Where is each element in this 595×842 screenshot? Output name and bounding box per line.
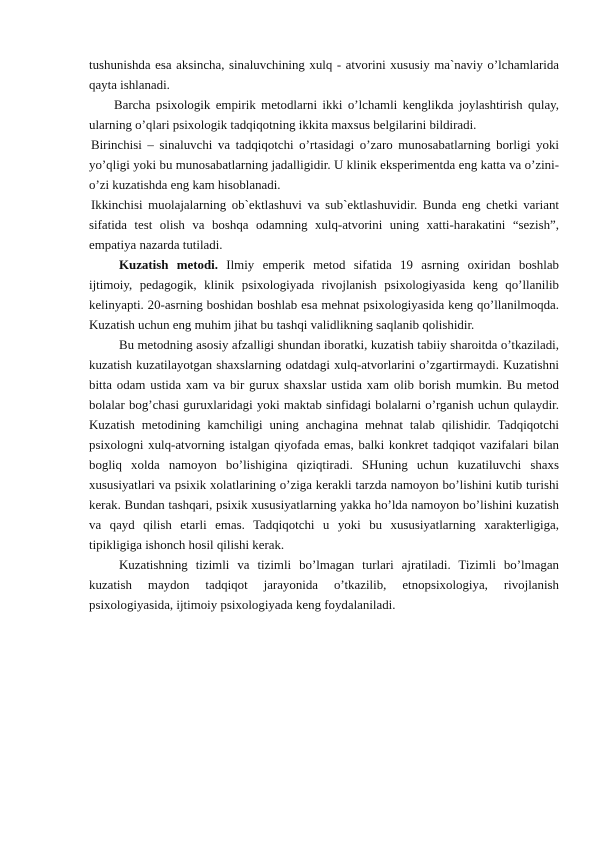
paragraph-4: Ikkinchisi muolajalarning ob`ektlashuvi va sub`ektlashuvidir. Bunda eng chetki variant sifatida test olish va boshqa odamning xulq-atvorini uning xatti-harakatini “sezish”, empatiya nazarda tutiladi. xyxy=(89,198,559,252)
paragraph-7: Kuzatishning tizimli va tizimli bo’lmagan turlari ajratiladi. Tizimli bo’lmagan kuzatish maydon tadqiqot jarayonida o’tkazilib, etnopsixologiya, rivojlanish psixologiyasida, ijtimoiy psixologiyada keng foydalaniladi. xyxy=(89,558,559,612)
section-heading-kuzatish-metodi: Kuzatish metodi. xyxy=(119,258,218,272)
paragraph-5-body: Ilmiy emperik metod sifatida 19 asrning oxiridan boshlab ijtimoiy, pedagogik, klinik psixologiyada rivojlanish psixologiyasida keng qo’llanilib kelinyapti. 20-asrning boshidan boshlab esa mehnat psixologiyasida keng qo’llanilmoqda. Kuzatish uchun eng muhim jihat bu tashqi validlikning saqlanib qolishidir. xyxy=(89,258,559,332)
paragraph-2: Barcha psixologik empirik metodlarni ikki o’lchamli kenglikda joylashtirish qulay, ularning o’qlari psixologik tadqiqotning ikkita maxsus belgilarini bildiradi. xyxy=(89,98,559,132)
paragraph-3: Birinchisi – sinaluvchi va tadqiqotchi o’rtasidagi o’zaro munosabatlarning borligi yoki yo’qligi yoki bu munosabatlarning jadalligidir. U klinik eksperimentda eng katta va o’zini-o’zi kuzatishda eng kam hisoblanadi. xyxy=(89,138,559,192)
paragraph-1: tushunishda esa aksincha, sinaluvchining xulq - atvorini xususiy ma`naviy o’lchamlarida qayta ishlanadi. xyxy=(89,58,559,92)
paragraph-5 xyxy=(89,255,559,335)
document-page xyxy=(89,55,559,615)
paragraph-6: Bu metodning asosiy afzalligi shundan iboratki, kuzatish tabiiy sharoitda o’tkaziladi, kuzatish kuzatilayotgan shaxslarning odatdagi xulq-atvorlarini o’zgartirmaydi. Kuzatishni bitta odam ustida xam va bir gurux shaxslar ustida xam olib borish mumkin. Bu metod bolalar bog’chasi guruxlaridagi yoki maktab sinfidagi bolalarni o’rganish uchun qulaydir. Kuzatish metodining kamchiligi uning anchagina mehnat talab qilishidir. Tadqiqotchi psixologni xulq-atvorning istalgan qiyofada emas, balki konkret tadqiqot vazifalari bilan bogliq xolda namoyon bo’lishigina qiziqtiradi. SHuning uchun kuzatiluvchi shaxs xususiyatlari va psixik xolatlarining o’ziga kerakli tarzda namoyon bo’lishini kutib turishi kerak. Bundan tashqari, psixik xususiyatlarning yakka ho’lda namoyon bo’lishini kuzatish va qayd qilish etarli emas. Tadqiqotchi u yoki bu xususiyatlarning xarakterligiga, tipikligiga ishonch hosil qilishi kerak. xyxy=(89,338,559,552)
